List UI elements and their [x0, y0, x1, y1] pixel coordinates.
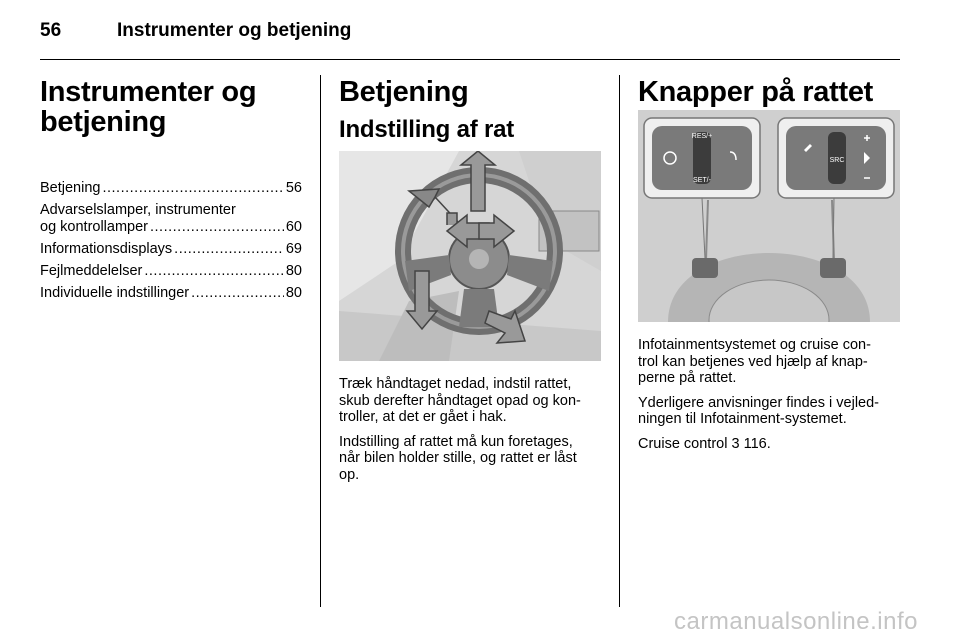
steering-adjust-text: Træk håndtaget nedad, indstil rattet, skub derefter håndtaget opad og kon- troller, at det er gået i hak. Indstilling af rattet må kun foretages, når bilen holder stille, og rattet er låst op. [339, 376, 581, 483]
cruise-control-reference[interactable]: Cruise control 3 116. [638, 435, 771, 452]
toc-entry[interactable]: Betjening ..... 56 [40, 180, 302, 197]
table-of-contents [40, 180, 302, 307]
page-reference-link[interactable]: 3 116. [731, 435, 771, 452]
column-divider-left [320, 75, 321, 607]
chapter-heading: Instrumenter og betjening [40, 76, 257, 138]
watermark: carmanualsonline.info [674, 608, 918, 635]
section-heading-buttons: Knapper på rattet [638, 76, 873, 108]
running-header-title: Instrumenter og betjening [117, 20, 352, 41]
res-label: RES/+ [691, 133, 713, 140]
set-label: SET/- [693, 177, 711, 184]
column-divider-right [619, 75, 620, 607]
steering-buttons-illustration [638, 110, 900, 322]
toc-entry[interactable]: Fejlmeddelelser ..... 80 [40, 263, 302, 280]
steering-buttons-text: Infotainmentsystemet og cruise con- trol kan betjenes ved hjælp af knap- perne på rattet. Yderligere anvisninger findes i vejled- ningen til Infotainment-systemet. Cruise control 3 116. [638, 337, 902, 460]
section-heading: Betjening [339, 76, 469, 108]
steering-adjust-illustration [339, 151, 601, 361]
header-rule [40, 59, 900, 60]
toc-entry[interactable]: Informationsdisplays ..... 69 [40, 241, 302, 258]
src-label: SRC [829, 157, 845, 164]
page-number: 56 [40, 20, 62, 41]
subsection-heading: Indstilling af rat [339, 116, 515, 143]
toc-entry[interactable]: Advarselslamper, instrumenter og kontrollamper ..... 60 [40, 202, 302, 236]
toc-entry[interactable]: Individuelle indstillinger ..... 80 [40, 285, 302, 302]
